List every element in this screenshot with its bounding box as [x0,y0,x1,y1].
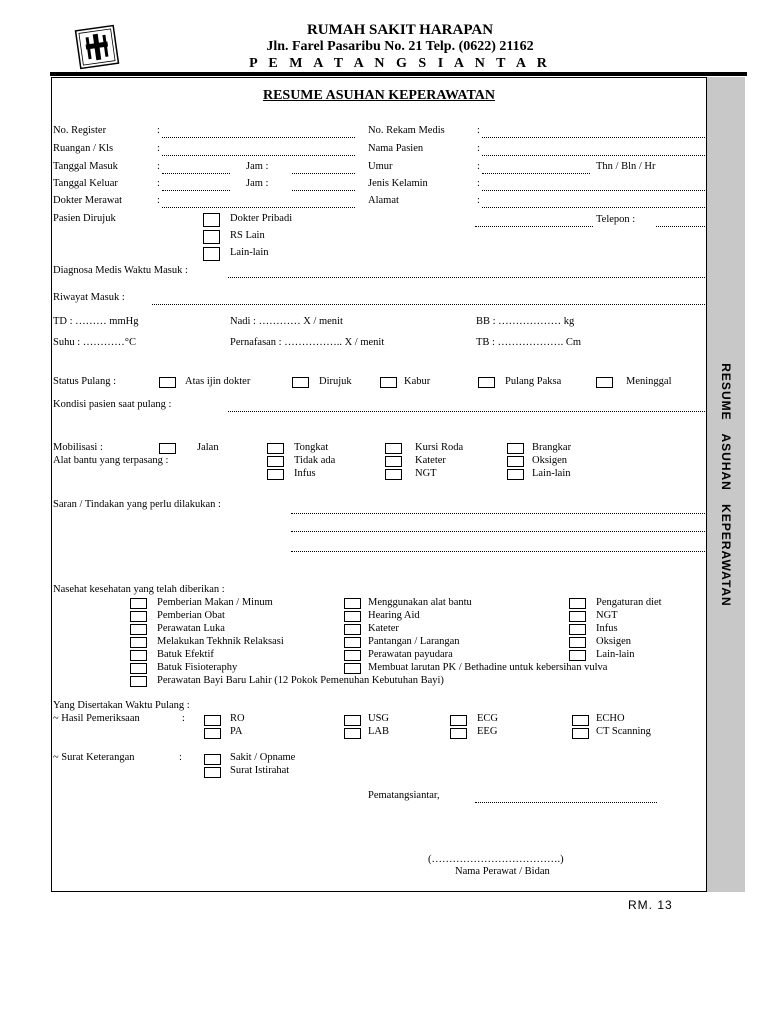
label-dokter-merawat: Dokter Merawat [53,195,123,206]
diagnosa-field[interactable] [228,277,705,278]
umur-field[interactable] [482,173,590,174]
option-atas-ijin-dokter: Atas ijin dokter [185,376,251,387]
checkbox-dokter-pribadi[interactable] [203,213,220,227]
signature-role: Nama Perawat / Bidan [455,866,550,877]
option-usg: USG [368,713,390,724]
nasehat-item: Kateter [368,623,399,634]
label-mobilisasi: Mobilisasi : [53,442,103,453]
nasehat-item: Membuat larutan PK / Bethadine untuk kebersihan vulva [368,662,608,673]
checkbox-nasehat[interactable] [569,624,586,635]
colon: : [157,178,160,189]
checkbox-ct-scanning[interactable] [572,728,589,739]
option-ecg: ECG [477,713,498,724]
label-disertakan: Yang Disertakan Waktu Pulang : [53,700,190,711]
signature-blank[interactable]: (……………………………….) [428,854,564,865]
nasehat-item: Perawatan Luka [157,623,225,634]
option-lain-lain-alat: Lain-lain [532,468,571,479]
tanggal-masuk-field[interactable] [162,173,230,174]
nasehat-item: Lain-lain [596,649,635,660]
checkbox-nasehat[interactable] [130,676,147,687]
checkbox-kabur[interactable] [380,377,397,388]
label-pasien-dirujuk: Pasien Dirujuk [53,213,116,224]
colon: : [157,143,160,154]
vital-tb: TB : ………………. Cm [476,337,582,348]
checkbox-kursi-roda[interactable] [385,443,402,454]
option-pa: PA [230,726,243,737]
checkbox-atas-ijin-dokter[interactable] [159,377,176,388]
option-brangkar: Brangkar [532,442,572,453]
label-hasil-pemeriksaan: ~ Hasil Pemeriksaan [53,713,140,724]
option-infus: Infus [294,468,316,479]
jam-keluar-field[interactable] [292,190,355,191]
dirujuk-detail-field[interactable] [475,226,593,227]
vital-bb: BB : ……………… kg [476,316,575,327]
side-label-text: RESUME ASUHAN KEPERAWATAN [719,362,733,607]
checkbox-nasehat[interactable] [344,624,361,635]
checkbox-ecg[interactable] [450,715,467,726]
vital-suhu: Suhu : …………°C [53,337,136,348]
label-status-pulang: Status Pulang : [53,376,117,387]
label-diagnosa: Diagnosa Medis Waktu Masuk : [53,265,188,276]
checkbox-meninggal[interactable] [596,377,613,388]
checkbox-nasehat[interactable] [569,611,586,622]
option-ngt: NGT [415,468,437,479]
checkbox-dirujuk[interactable] [292,377,309,388]
dokter-merawat-field[interactable] [162,207,355,208]
rm-code: RM. 13 [628,898,673,912]
label-riwayat: Riwayat Masuk : [53,292,125,303]
colon: : [477,178,480,189]
no-register-field[interactable] [162,137,355,138]
riwayat-field[interactable] [152,304,705,305]
option-dokter-pribadi: Dokter Pribadi [230,213,293,224]
checkbox-eeg[interactable] [450,728,467,739]
label-jenis-kelamin: Jenis Kelamin [368,178,428,189]
label-alamat: Alamat [368,195,399,206]
label-jam-keluar: Jam : [246,178,269,189]
hospital-name: RUMAH SAKIT HARAPAN [306,22,494,38]
label-telepon: Telepon : [596,214,636,225]
signature-place: Pematangsiantar, [368,790,440,801]
checkbox-kateter[interactable] [385,456,402,467]
checkbox-nasehat[interactable] [130,637,147,648]
label-umur: Umur [368,161,393,172]
checkbox-nasehat[interactable] [344,598,361,609]
nasehat-item: Pantangan / Larangan [368,636,460,647]
option-eeg: EEG [477,726,498,737]
alamat-field[interactable] [482,207,705,208]
nasehat-item: Perawatan Bayi Baru Lahir (12 Pokok Pemenuhan Kebutuhan Bayi) [157,675,444,686]
label-no-register: No. Register [53,125,107,136]
label-surat-keterangan: ~ Surat Keterangan [53,752,135,763]
colon: : [477,195,480,206]
nasehat-item: Pengaturan diet [596,597,662,608]
option-kursi-roda: Kursi Roda [415,442,464,453]
checkbox-nasehat[interactable] [569,637,586,648]
checkbox-nasehat[interactable] [130,611,147,622]
checkbox-pulang-paksa[interactable] [478,377,495,388]
colon: : [477,143,480,154]
form-title: RESUME ASUHAN KEPERAWATAN [262,88,496,103]
label-no-rekam-medis: No. Rekam Medis [368,125,445,136]
colon: : [157,161,160,172]
option-echo: ECHO [596,713,625,724]
nama-pasien-field[interactable] [482,155,705,156]
checkbox-usg[interactable] [344,715,361,726]
checkbox-echo[interactable] [572,715,589,726]
option-sakit-opname: Sakit / Opname [230,752,296,763]
option-tidak-ada: Tidak ada [294,455,336,466]
checkbox-tidak-ada[interactable] [267,456,284,467]
nasehat-item: Pemberian Makan / Minum [157,597,273,608]
option-kateter: Kateter [415,455,446,466]
jenis-kelamin-field[interactable] [482,190,705,191]
checkbox-nasehat[interactable] [130,598,147,609]
colon: : [182,713,185,724]
checkbox-sakit-opname[interactable] [204,754,221,765]
nasehat-item: NGT [596,610,618,621]
checkbox-rs-lain[interactable] [203,230,220,244]
signature-date-field[interactable] [475,802,657,803]
checkbox-nasehat[interactable] [569,650,586,661]
label-kondisi: Kondisi pasien saat pulang : [53,399,172,410]
ruangan-field[interactable] [162,155,355,156]
option-meninggal: Meninggal [626,376,672,387]
label-nama-pasien: Nama Pasien [368,143,424,154]
option-surat-istirahat: Surat Istirahat [230,765,290,776]
checkbox-nasehat[interactable] [344,663,361,674]
checkbox-lab[interactable] [344,728,361,739]
nasehat-item: Oksigen [596,636,631,647]
label-jam-masuk: Jam : [246,161,269,172]
kondisi-field[interactable] [228,411,705,412]
checkbox-nasehat[interactable] [569,598,586,609]
checkbox-ngt[interactable] [385,469,402,480]
checkbox-nasehat[interactable] [130,624,147,635]
option-lain-lain: Lain-lain [230,247,269,258]
checkbox-jalan[interactable] [159,443,176,454]
checkbox-brangkar[interactable] [507,443,524,454]
option-rs-lain: RS Lain [230,230,265,241]
saran-line-3[interactable] [291,551,705,552]
option-ro: RO [230,713,245,724]
option-oksigen: Oksigen [532,455,567,466]
nasehat-item: Menggunakan alat bantu [368,597,472,608]
hospital-city: P E M A T A N G S I A N T A R [249,56,551,71]
label-tanggal-masuk: Tanggal Masuk [53,161,118,172]
checkbox-lain-lain-alat[interactable] [507,469,524,480]
nasehat-item: Infus [596,623,618,634]
label-nasehat: Nasehat kesehatan yang telah diberikan : [53,584,225,595]
option-lab: LAB [368,726,389,737]
option-kabur: Kabur [404,376,431,387]
no-rekam-medis-field[interactable] [482,137,705,138]
jam-masuk-field[interactable] [292,173,355,174]
header-rule [50,72,747,76]
checkbox-nasehat[interactable] [344,650,361,661]
option-jalan: Jalan [197,442,219,453]
colon: : [157,195,160,206]
vital-nadi: Nadi : ………… X / menit [230,316,343,327]
colon: : [477,125,480,136]
checkbox-infus[interactable] [267,469,284,480]
nasehat-item: Pemberian Obat [157,610,225,621]
checkbox-oksigen[interactable] [507,456,524,467]
tanggal-keluar-field[interactable] [162,190,230,191]
colon: : [477,161,480,172]
nasehat-item: Perawatan payudara [368,649,453,660]
checkbox-nasehat[interactable] [344,637,361,648]
side-label [707,77,745,892]
checkbox-pa[interactable] [204,728,221,739]
checkbox-tongkat[interactable] [267,443,284,454]
checkbox-nasehat[interactable] [130,650,147,661]
option-pulang-paksa: Pulang Paksa [505,376,562,387]
label-saran: Saran / Tindakan yang perlu dilakukan : [53,499,221,510]
nasehat-item: Batuk Efektif [157,649,214,660]
label-alat-bantu: Alat bantu yang terpasang : [53,455,169,466]
checkbox-ro[interactable] [204,715,221,726]
option-ct-scanning: CT Scanning [596,726,651,737]
telepon-field[interactable] [656,226,705,227]
colon: : [179,752,182,763]
nasehat-item: Melakukan Tekhnik Relaksasi [157,636,284,647]
checkbox-surat-istirahat[interactable] [204,767,221,778]
option-dirujuk: Dirujuk [319,376,352,387]
vital-pernafasan: Pernafasan : …………….. X / menit [230,337,385,348]
saran-line-1[interactable] [291,513,705,514]
option-tongkat: Tongkat [294,442,329,453]
vital-td: TD : ……… mmHg [53,316,139,327]
umur-unit: Thn / Bln / Hr [596,161,656,172]
colon: : [157,125,160,136]
label-tanggal-keluar: Tanggal Keluar [53,178,118,189]
checkbox-lain-lain[interactable] [203,247,220,261]
checkbox-nasehat[interactable] [344,611,361,622]
checkbox-nasehat[interactable] [130,663,147,674]
nasehat-item: Hearing Aid [368,610,420,621]
nasehat-item: Batuk Fisioteraphy [157,662,238,673]
saran-line-2[interactable] [291,531,705,532]
hospital-address: Jln. Farel Pasaribu No. 21 Telp. (0622) 21162 [266,39,534,54]
label-ruangan: Ruangan / Kls [53,143,114,154]
